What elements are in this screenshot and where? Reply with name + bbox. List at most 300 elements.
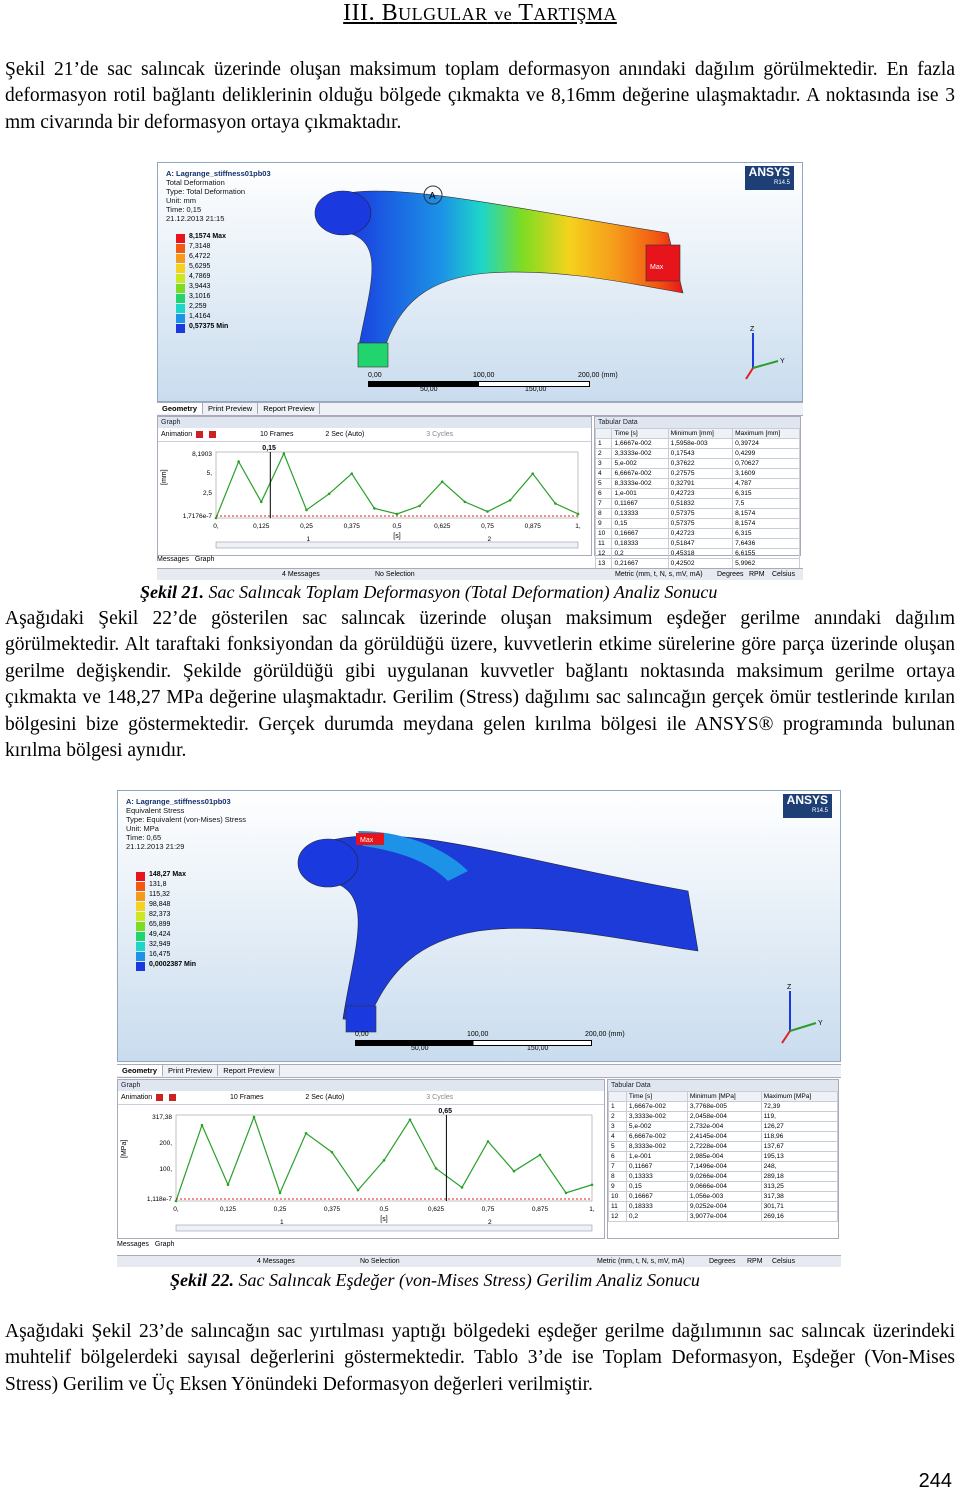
figure-21-caption: Şekil 21. Sac Salıncak Toplam Deformasyon (Total Deformation) Analiz Sonucu bbox=[140, 582, 718, 602]
animation-toolbar: Animation 10 Frames 2 Sec (Auto) 3 Cycles bbox=[118, 1091, 604, 1105]
table-cell: 0,39724 bbox=[733, 439, 800, 449]
table-cell: 0,51832 bbox=[668, 499, 732, 509]
table-cell: 0,4299 bbox=[733, 449, 800, 459]
table-cell: 9,0266e-004 bbox=[687, 1172, 761, 1182]
svg-text:Y: Y bbox=[780, 358, 785, 365]
paragraph-1: Şekil 21’de sac salıncak üzerinde oluşan maksimum toplam deformasyon anındaki dağılım görülmektedir. En fazla deformasyon rotil bağlantı deliklerinin olduğu bölgede çıkmakta ve 8,16mm değerine ulaşmaktadır. A noktasında ise 3 mm civarında bir deformasyon ortaya çıkmaktadır. bbox=[5, 59, 955, 133]
table-cell: 9,0666e-004 bbox=[687, 1182, 761, 1192]
table-row[interactable] bbox=[596, 509, 800, 519]
model-viewport[interactable]: A: Lagrange_stiffness01pb03 Total Deformation Type: Total Deformation Unit: mm Time: 0,15 21.12.2013 21:15 8,1574 Max 7,3148 6,4722 5,6295 4,7869 3,9443 3,1016 2,259 1,4164 0,57375 Min ANSYS R14.5 A Max 0,00 100,00 200,00 (mm) 50,00 150,00 Z Y bbox=[157, 162, 803, 402]
legend-label: 2,259 bbox=[189, 303, 207, 310]
table-cell: 0,15 bbox=[626, 1182, 687, 1192]
status-bar: 4 Messages No Selection Metric (mm, t, N, s, mV, mA) Degrees RPM Celsius bbox=[157, 568, 803, 580]
legend-swatch bbox=[176, 314, 185, 323]
table-cell: 0,16667 bbox=[626, 1192, 687, 1202]
time-cursor-label: 0,15 bbox=[262, 445, 276, 452]
table-cell: 0,42723 bbox=[668, 489, 732, 499]
table-cell: 137,67 bbox=[761, 1142, 837, 1152]
table-cell: 8 bbox=[609, 1172, 627, 1182]
y-tick-label: 200, bbox=[159, 1140, 172, 1148]
x-tick-label: 0,75 bbox=[481, 523, 494, 530]
table-cell: 0,57375 bbox=[668, 509, 732, 519]
table-cell: 0,45318 bbox=[668, 549, 732, 559]
table-cell: 0,2 bbox=[626, 1212, 687, 1222]
legend-label: 7,3148 bbox=[189, 243, 211, 250]
max-series-point bbox=[305, 509, 308, 512]
table-cell: 1 bbox=[609, 1102, 627, 1112]
slider-label: 2 bbox=[487, 536, 492, 543]
legend-label: 3,9443 bbox=[189, 283, 211, 290]
table-row[interactable] bbox=[609, 1172, 838, 1182]
x-axis-unit: [s] bbox=[380, 1216, 388, 1223]
frames-select[interactable]: 10 Frames bbox=[260, 431, 294, 438]
result-info: A: Lagrange_stiffness01pb03 Equivalent Stress Type: Equivalent (von-Mises) Stress Unit: MPa Time: 0,65 21.12.2013 21:29 bbox=[126, 797, 247, 851]
y-axis-unit: [MPa] bbox=[121, 1139, 128, 1158]
svg-text:Z: Z bbox=[750, 326, 755, 333]
table-cell: 1,e-001 bbox=[612, 489, 668, 499]
tab-report-preview[interactable]: Report Preview bbox=[258, 403, 320, 414]
table-cell: 2,4145e-004 bbox=[687, 1132, 761, 1142]
triad-axes bbox=[768, 981, 828, 1051]
section-heading: III. BULGULAR ve TARTIŞMA bbox=[343, 0, 617, 26]
table-row[interactable] bbox=[596, 499, 800, 509]
table-cell: 6 bbox=[596, 489, 612, 499]
x-tick-label: 0,875 bbox=[524, 523, 541, 530]
tabular-data-table: Time [s] Minimum [MPa] Maximum [MPa] 1 1,6667e-002 3,7768e-005 72,39 2 3,3333e-002 2,0458e-004 119, 3 5,e-002 2,732e-004 126,27 4 6,6667e-002 2,4145e-004 118,96 5 8,3333e-002 2,7228e-004 137,67 6 1,e-001 2,985e-004 195,13 7 0,11667 7,1496e-004 248, 8 0,13333 9,0266e-004 289,18 9 0,15 9,0666e-004 313,25 10 0,16667 1,056e-003 317,38 11 0,18333 9,0252e-004 301,71 12 0,2 3,9077e-004 269,16 bbox=[608, 1091, 838, 1222]
table-cell: 2,732e-004 bbox=[687, 1122, 761, 1132]
table-row[interactable] bbox=[596, 529, 800, 539]
table-cell: 248, bbox=[761, 1162, 837, 1172]
table-cell: 7,6436 bbox=[733, 539, 800, 549]
table-cell: 289,18 bbox=[761, 1172, 837, 1182]
time-cursor-label: 0,65 bbox=[438, 1108, 453, 1115]
legend-label: 32,949 bbox=[149, 941, 171, 948]
table-cell: 0,51847 bbox=[668, 539, 732, 549]
tabular-data-panel: Tabular Data Time [s] Minimum [MPa] Maximum [MPa] 1 1,6667e-002 3,7768e-005 72,39 2 3,3333e-002 2,0458e-004 119, 3 5,e-002 2,732e-004 126,27 4 6,6667e-002 2,4145e-004 118,96 5 8,3333e-002 2,7228e-004 137,67 6 1,e-001 2,985e-004 195,13 7 0,11667 7,1496e-004 248, 8 0,13333 9,0266e-004 289,18 9 0,15 9,0666e-004 313,25 10 0,16667 1,056e-003 317,38 11 0,18333 9,0252e-004 301,71 12 0,2 3,9077e-004 269,16 bbox=[607, 1079, 839, 1239]
table-cell: 11 bbox=[596, 539, 612, 549]
table-cell: 0,42723 bbox=[668, 529, 732, 539]
table-cell: 195,13 bbox=[761, 1152, 837, 1162]
max-series-point bbox=[175, 1200, 178, 1203]
table-cell: 118,96 bbox=[761, 1132, 837, 1142]
legend-label: 3,1016 bbox=[189, 293, 211, 300]
table-cell: 3 bbox=[609, 1122, 627, 1132]
table-cell: 0,11667 bbox=[626, 1162, 687, 1172]
max-label: Max bbox=[360, 837, 374, 844]
legend-swatch bbox=[136, 922, 145, 931]
table-cell: 8,1574 bbox=[733, 509, 800, 519]
legend-label: 82,373 bbox=[149, 911, 171, 918]
table-cell: 12 bbox=[596, 549, 612, 559]
max-series-point bbox=[328, 493, 331, 496]
slider-label: 1 bbox=[306, 536, 311, 543]
legend-label: 0,57375 Min bbox=[189, 323, 229, 330]
table-row[interactable] bbox=[596, 559, 800, 569]
table-cell: 0,27575 bbox=[668, 469, 732, 479]
tab-print-preview[interactable]: Print Preview bbox=[203, 403, 258, 414]
x-tick-label: 0,5 bbox=[379, 1206, 389, 1213]
tab-geometry[interactable]: Geometry bbox=[157, 403, 203, 414]
max-series-point bbox=[383, 1159, 386, 1162]
table-cell: 1,e-001 bbox=[626, 1152, 687, 1162]
tab-graph[interactable]: Graph bbox=[154, 1241, 175, 1248]
ansys-logo: ANSYS R14.5 bbox=[783, 794, 832, 818]
table-row[interactable] bbox=[596, 539, 800, 549]
max-series-point bbox=[237, 460, 240, 463]
play-icon[interactable] bbox=[196, 431, 203, 438]
table-cell: 8 bbox=[596, 509, 612, 519]
tab-geometry[interactable]: Geometry bbox=[117, 1065, 163, 1076]
table-cell: 10 bbox=[596, 529, 612, 539]
table-cell: 313,25 bbox=[761, 1182, 837, 1192]
y-tick-label: 1,118e-7 bbox=[146, 1196, 172, 1203]
table-cell: 3,3333e-002 bbox=[612, 449, 668, 459]
table-cell: 6,6155 bbox=[733, 549, 800, 559]
table-cell: 6,6667e-002 bbox=[626, 1132, 687, 1142]
graph-header: Graph bbox=[118, 1080, 604, 1091]
table-cell: 0,70627 bbox=[733, 459, 800, 469]
max-series-point bbox=[350, 472, 353, 475]
max-series-point bbox=[373, 507, 376, 510]
table-cell: 2,985e-004 bbox=[687, 1152, 761, 1162]
table-cell: 1,6667e-002 bbox=[612, 439, 668, 449]
stress-graph bbox=[118, 1105, 602, 1237]
table-row[interactable] bbox=[596, 449, 800, 459]
tab-messages[interactable]: Messages bbox=[117, 1241, 149, 1248]
table-cell: 2 bbox=[596, 449, 612, 459]
max-label: Max bbox=[650, 264, 664, 271]
max-series-point bbox=[486, 510, 489, 513]
svg-text:Y: Y bbox=[818, 1020, 823, 1027]
legend-label: 8,1574 Max bbox=[189, 233, 226, 240]
table-row[interactable] bbox=[596, 479, 800, 489]
max-series-point bbox=[260, 501, 263, 504]
table-cell: 1,056e-003 bbox=[687, 1192, 761, 1202]
point-a-label: A bbox=[429, 191, 436, 202]
max-series-point bbox=[283, 452, 286, 455]
x-tick-label: 0,375 bbox=[343, 523, 360, 530]
max-series-point bbox=[435, 1167, 438, 1170]
paragraph-2: Aşağıdaki Şekil 22’de gösterilen sac salıncak üzerinde oluşan maksimum eşdeğer gerilme anındaki dağılım görülmektedir. Alt taraftaki fonksiyondan da görüldüğü üzere, kuvvetlerin etkime sürelerine göre parça üzerinde oluşan gerilme değişkendir. Şekilde görüldüğü gibi uygulanan kuvvetler bağlantı noktasında maksimum gerilme ortaya çıkmakta ve 148,27 MPa değerine ulaşmaktadır. Gerilim (Stress) dağılımı sac salıncağın gerçek ömür testlerinde kırılan bölgesini bize göstermektedir. Gerçek durumda meydana gelen kırılma bölgesi ile ANSYS® programında bulunan kırılma bölgesi aynıdır. bbox=[5, 608, 955, 762]
legend-label: 4,7869 bbox=[189, 273, 211, 280]
table-cell: 4 bbox=[609, 1132, 627, 1142]
paragraph-3: Aşağıdaki Şekil 23’de salıncağın sac yırtılması yaptığı bölgedeki eşdeğer gerilme dağılımının sac salıncak üzerindeki muhtelif bölgelerdeki sayısal değerlerini göstermektedir. Tablo 3’de ise Toplam Deformasyon, Eşdeğer (Von-Mises Stress) Gerilim ve Üç Eksen Yönündeki Deformasyon değerleri verilmiştir. bbox=[5, 1321, 955, 1395]
max-series-point bbox=[201, 1124, 204, 1127]
max-series-point bbox=[539, 1154, 542, 1157]
deformation-graph bbox=[158, 442, 588, 554]
animation-toolbar: Animation 10 Frames 2 Sec (Auto) 3 Cycles bbox=[158, 428, 591, 442]
y-tick-label: 2,5 bbox=[202, 489, 212, 497]
table-cell: 9,0252e-004 bbox=[687, 1202, 761, 1212]
x-tick-label: 1, bbox=[589, 1206, 595, 1213]
legend-swatch bbox=[176, 304, 185, 313]
max-series-point bbox=[577, 513, 580, 516]
table-cell: 6,315 bbox=[733, 489, 800, 499]
graph-header: Graph bbox=[158, 417, 591, 428]
table-cell: 0,21667 bbox=[612, 559, 668, 569]
x-tick-label: 0,75 bbox=[481, 1206, 495, 1213]
max-series-point bbox=[591, 1183, 594, 1186]
table-cell: 0,18333 bbox=[626, 1202, 687, 1212]
max-series-point bbox=[409, 1118, 412, 1121]
table-cell: 0,18333 bbox=[612, 539, 668, 549]
legend-swatch bbox=[176, 274, 185, 283]
x-tick-label: 0, bbox=[213, 523, 219, 530]
x-tick-label: 0,25 bbox=[273, 1206, 287, 1213]
table-cell: 0,42502 bbox=[668, 559, 732, 569]
result-info: A: Lagrange_stiffness01pb03 Total Deformation Type: Total Deformation Unit: mm Time: 0,15 21.12.2013 21:15 bbox=[166, 169, 271, 223]
table-cell: 0,16667 bbox=[612, 529, 668, 539]
x-tick-label: 0,625 bbox=[427, 1206, 445, 1213]
table-row[interactable] bbox=[596, 549, 800, 559]
max-series-point bbox=[331, 1151, 334, 1154]
legend-swatch bbox=[176, 264, 185, 273]
legend-label: 16,475 bbox=[149, 951, 171, 958]
table-cell: 0,13333 bbox=[612, 509, 668, 519]
table-cell: 0,15 bbox=[612, 519, 668, 529]
table-cell: 3,9077e-004 bbox=[687, 1212, 761, 1222]
max-series-point bbox=[418, 505, 421, 508]
table-cell: 7,5 bbox=[733, 499, 800, 509]
table-cell: 72,39 bbox=[761, 1102, 837, 1112]
legend-swatch bbox=[176, 254, 185, 263]
table-row[interactable] bbox=[596, 519, 800, 529]
max-series-point bbox=[441, 480, 444, 483]
table-row[interactable] bbox=[596, 439, 800, 449]
legend-swatch bbox=[136, 962, 145, 971]
max-series-point bbox=[396, 513, 399, 516]
legend-swatch bbox=[136, 882, 145, 891]
legend-swatch bbox=[136, 902, 145, 911]
table-row[interactable] bbox=[596, 459, 800, 469]
table-cell: 9 bbox=[609, 1182, 627, 1192]
table-row[interactable] bbox=[609, 1212, 838, 1222]
x-tick-label: 0,875 bbox=[531, 1206, 549, 1213]
table-cell: 7,1496e-004 bbox=[687, 1162, 761, 1172]
graph-panel bbox=[117, 1079, 605, 1239]
table-cell: 8,3333e-002 bbox=[626, 1142, 687, 1152]
legend-label: 49,424 bbox=[149, 931, 171, 938]
legend-swatch bbox=[136, 892, 145, 901]
table-cell: 10 bbox=[609, 1192, 627, 1202]
table-cell: 2,7228e-004 bbox=[687, 1142, 761, 1152]
y-axis-unit: [mm] bbox=[161, 469, 168, 485]
legend-label: 0,0002387 Min bbox=[149, 961, 197, 968]
x-tick-label: 0, bbox=[173, 1206, 179, 1213]
max-series-point bbox=[279, 1192, 282, 1195]
slider-label: 1 bbox=[280, 1219, 284, 1226]
legend-label: 1,4164 bbox=[189, 313, 211, 320]
x-tick-label: 0,125 bbox=[253, 523, 270, 530]
table-cell: 13 bbox=[596, 559, 612, 569]
time-slider bbox=[216, 542, 578, 548]
play-icon[interactable] bbox=[156, 1094, 163, 1101]
legend-label: 65,899 bbox=[149, 921, 171, 928]
legend-label: 131,8 bbox=[149, 881, 167, 888]
tab-messages[interactable]: Messages bbox=[157, 556, 189, 563]
table-cell: 5 bbox=[609, 1142, 627, 1152]
y-tick-label: 100, bbox=[159, 1165, 172, 1173]
tab-print-preview[interactable]: Print Preview bbox=[163, 1065, 218, 1076]
max-series-point bbox=[565, 1192, 568, 1195]
table-cell: 126,27 bbox=[761, 1122, 837, 1132]
page-number: 244 bbox=[918, 1470, 952, 1492]
stop-icon[interactable] bbox=[209, 431, 216, 438]
table-cell: 0,2 bbox=[612, 549, 668, 559]
legend-label: 5,6295 bbox=[189, 263, 211, 270]
legend-swatch bbox=[176, 234, 185, 243]
table-cell: 5 bbox=[596, 479, 612, 489]
tab-report-preview[interactable]: Report Preview bbox=[218, 1065, 280, 1076]
slider-label: 2 bbox=[488, 1219, 492, 1226]
max-series-point bbox=[461, 1186, 464, 1189]
table-row[interactable] bbox=[609, 1132, 838, 1142]
legend-label: 115,32 bbox=[149, 891, 170, 898]
table-cell: 1,5958e-003 bbox=[668, 439, 732, 449]
table-cell: 3,3333e-002 bbox=[626, 1112, 687, 1122]
y-tick-label: 5, bbox=[206, 470, 212, 478]
max-series-point bbox=[487, 1140, 490, 1143]
max-series-point bbox=[509, 499, 512, 502]
y-tick-label: 317,38 bbox=[152, 1114, 172, 1121]
table-cell: 5,e-002 bbox=[612, 459, 668, 469]
table-cell: 3,1609 bbox=[733, 469, 800, 479]
max-series-point bbox=[357, 1189, 360, 1192]
view-tabs[interactable] bbox=[117, 1064, 841, 1078]
x-tick-label: 0,5 bbox=[392, 523, 402, 530]
cycles-select[interactable]: 3 Cycles bbox=[426, 1094, 454, 1101]
table-cell: 8,1574 bbox=[733, 519, 800, 529]
legend-swatch bbox=[136, 872, 145, 881]
table-cell: 12 bbox=[609, 1212, 627, 1222]
table-cell: 3,7768e-005 bbox=[687, 1102, 761, 1112]
time-slider bbox=[176, 1225, 592, 1231]
table-cell: 0,11667 bbox=[612, 499, 668, 509]
legend-swatch bbox=[136, 912, 145, 921]
max-series-point bbox=[227, 1183, 230, 1186]
table-cell: 119, bbox=[761, 1112, 837, 1122]
table-row[interactable] bbox=[609, 1162, 838, 1172]
max-series-point bbox=[464, 501, 467, 504]
table-cell: 6,6667e-002 bbox=[612, 469, 668, 479]
x-tick-label: 0,125 bbox=[219, 1206, 237, 1213]
frames-select[interactable]: 10 Frames bbox=[230, 1094, 264, 1101]
table-cell: 4 bbox=[596, 469, 612, 479]
table-cell: 5,e-002 bbox=[626, 1122, 687, 1132]
control-arm-model bbox=[288, 173, 698, 383]
legend-swatch bbox=[136, 942, 145, 951]
table-cell: 9 bbox=[596, 519, 612, 529]
table-cell: 8,3333e-002 bbox=[612, 479, 668, 489]
table-cell: 6 bbox=[609, 1152, 627, 1162]
legend-swatch bbox=[136, 932, 145, 941]
table-cell: 6,315 bbox=[733, 529, 800, 539]
table-cell: 317,38 bbox=[761, 1192, 837, 1202]
table-cell: 0,37622 bbox=[668, 459, 732, 469]
y-tick-label: 1,7176e-7 bbox=[182, 513, 212, 520]
table-row[interactable] bbox=[609, 1152, 838, 1162]
table-cell: 11 bbox=[609, 1202, 627, 1212]
view-tabs[interactable] bbox=[157, 402, 803, 416]
max-series-point bbox=[513, 1170, 516, 1173]
legend-swatch bbox=[176, 244, 185, 253]
speed-select[interactable]: 2 Sec (Auto) bbox=[325, 431, 365, 438]
figure-22-ansys-window bbox=[117, 790, 841, 1268]
table-cell: 269,16 bbox=[761, 1212, 837, 1222]
table-row[interactable] bbox=[609, 1182, 838, 1192]
table-cell: 4,787 bbox=[733, 479, 800, 489]
legend-label: 98,848 bbox=[149, 901, 171, 908]
x-axis-unit: [s] bbox=[393, 533, 401, 540]
cycles-select[interactable]: 3 Cycles bbox=[426, 431, 454, 438]
svg-text:Z: Z bbox=[787, 984, 792, 991]
graph-panel bbox=[157, 416, 592, 556]
legend-swatch bbox=[176, 284, 185, 293]
x-tick-label: 0,375 bbox=[323, 1206, 341, 1213]
y-tick-label: 8,1903 bbox=[192, 451, 212, 458]
tab-graph[interactable]: Graph bbox=[194, 556, 215, 563]
table-cell: 2,0458e-004 bbox=[687, 1112, 761, 1122]
control-arm-model bbox=[268, 801, 728, 1041]
max-series-point bbox=[554, 502, 557, 505]
max-series-point bbox=[253, 1116, 256, 1119]
table-cell: 2 bbox=[609, 1112, 627, 1122]
speed-select[interactable]: 2 Sec (Auto) bbox=[305, 1094, 345, 1101]
legend-swatch bbox=[136, 952, 145, 961]
table-row[interactable] bbox=[609, 1202, 838, 1212]
table-cell: 0,17543 bbox=[668, 449, 732, 459]
table-row[interactable] bbox=[596, 469, 800, 479]
figure-22-caption: Şekil 22. Sac Salıncak Eşdeğer (von-Mises Stress) Gerilim Analiz Sonucu bbox=[170, 1270, 700, 1290]
table-cell: 0,32791 bbox=[668, 479, 732, 489]
max-series-point bbox=[305, 1132, 308, 1135]
stop-icon[interactable] bbox=[169, 1094, 176, 1101]
x-tick-label: 0,625 bbox=[434, 523, 451, 530]
legend-label: 148,27 Max bbox=[149, 871, 186, 878]
ansys-logo: ANSYS R14.5 bbox=[745, 166, 794, 190]
legend-swatch bbox=[176, 294, 185, 303]
tabular-data-table: Time [s] Minimum [mm] Maximum [mm] 1 1,6667e-002 1,5958e-003 0,39724 2 3,3333e-002 0,17543 0,4299 3 5,e-002 0,37622 0,70627 4 6,6667e-002 0,27575 3,1609 5 8,3333e-002 0,32791 4,787 6 1,e-001 0,42723 6,315 7 0,11667 0,51832 7,5 8 0,13333 0,57375 8,1574 9 0,15 0,57375 8,1574 10 0,16667 0,42723 6,315 11 0,18333 0,51847 7,6436 12 0,2 0,45318 6,6155 13 0,21667 0,42502 5,9962 bbox=[595, 428, 800, 569]
table-cell: 3 bbox=[596, 459, 612, 469]
triad-axes bbox=[738, 323, 788, 383]
table-row[interactable] bbox=[596, 489, 800, 499]
x-tick-label: 1, bbox=[575, 523, 581, 530]
max-series-point bbox=[531, 472, 534, 475]
table-cell: 0,57375 bbox=[668, 519, 732, 529]
bottom-tabs[interactable] bbox=[117, 1241, 180, 1248]
table-row[interactable] bbox=[609, 1112, 838, 1122]
x-tick-label: 0,25 bbox=[300, 523, 313, 530]
table-cell: 7 bbox=[609, 1162, 627, 1172]
table-cell: 301,71 bbox=[761, 1202, 837, 1212]
tabular-data-panel: Tabular Data Time [s] Minimum [mm] Maximum [mm] 1 1,6667e-002 1,5958e-003 0,39724 2 3,3333e-002 0,17543 0,4299 3 5,e-002 0,37622 0,70627 4 6,6667e-002 0,27575 3,1609 5 8,3333e-002 0,32791 4,787 6 1,e-001 0,42723 6,315 7 0,11667 0,51832 7,5 8 0,13333 0,57375 8,1574 9 0,15 0,57375 8,1574 10 0,16667 0,42723 6,315 11 0,18333 0,51847 7,6436 12 0,2 0,45318 6,6155 13 0,21667 0,42502 5,9962 bbox=[594, 416, 801, 556]
table-cell: 7 bbox=[596, 499, 612, 509]
table-row[interactable] bbox=[609, 1142, 838, 1152]
legend-swatch bbox=[176, 324, 185, 333]
table-cell: 5,9962 bbox=[733, 559, 800, 569]
table-cell: 1,6667e-002 bbox=[626, 1102, 687, 1112]
status-bar: 4 Messages No Selection Metric (mm, t, N, s, mV, mA) Degrees RPM Celsius bbox=[117, 1255, 841, 1267]
table-row[interactable] bbox=[609, 1122, 838, 1132]
table-row[interactable] bbox=[609, 1102, 838, 1112]
max-series-point bbox=[215, 517, 218, 520]
table-cell: 1 bbox=[596, 439, 612, 449]
table-cell: 0,13333 bbox=[626, 1172, 687, 1182]
table-row[interactable] bbox=[609, 1192, 838, 1202]
bottom-tabs[interactable] bbox=[157, 556, 220, 563]
model-viewport[interactable]: A: Lagrange_stiffness01pb03 Equivalent Stress Type: Equivalent (von-Mises) Stress Unit: MPa Time: 0,65 21.12.2013 21:29 148,27 Max 131,8 115,32 98,848 82,373 65,899 49,424 32,949 16,475 0,0002387 Min ANSYS R14.5 Max 0,00 100,00 200,00 (mm) 50,00 150,00 Z Y bbox=[117, 790, 841, 1062]
figure-21-ansys-window bbox=[157, 162, 803, 580]
